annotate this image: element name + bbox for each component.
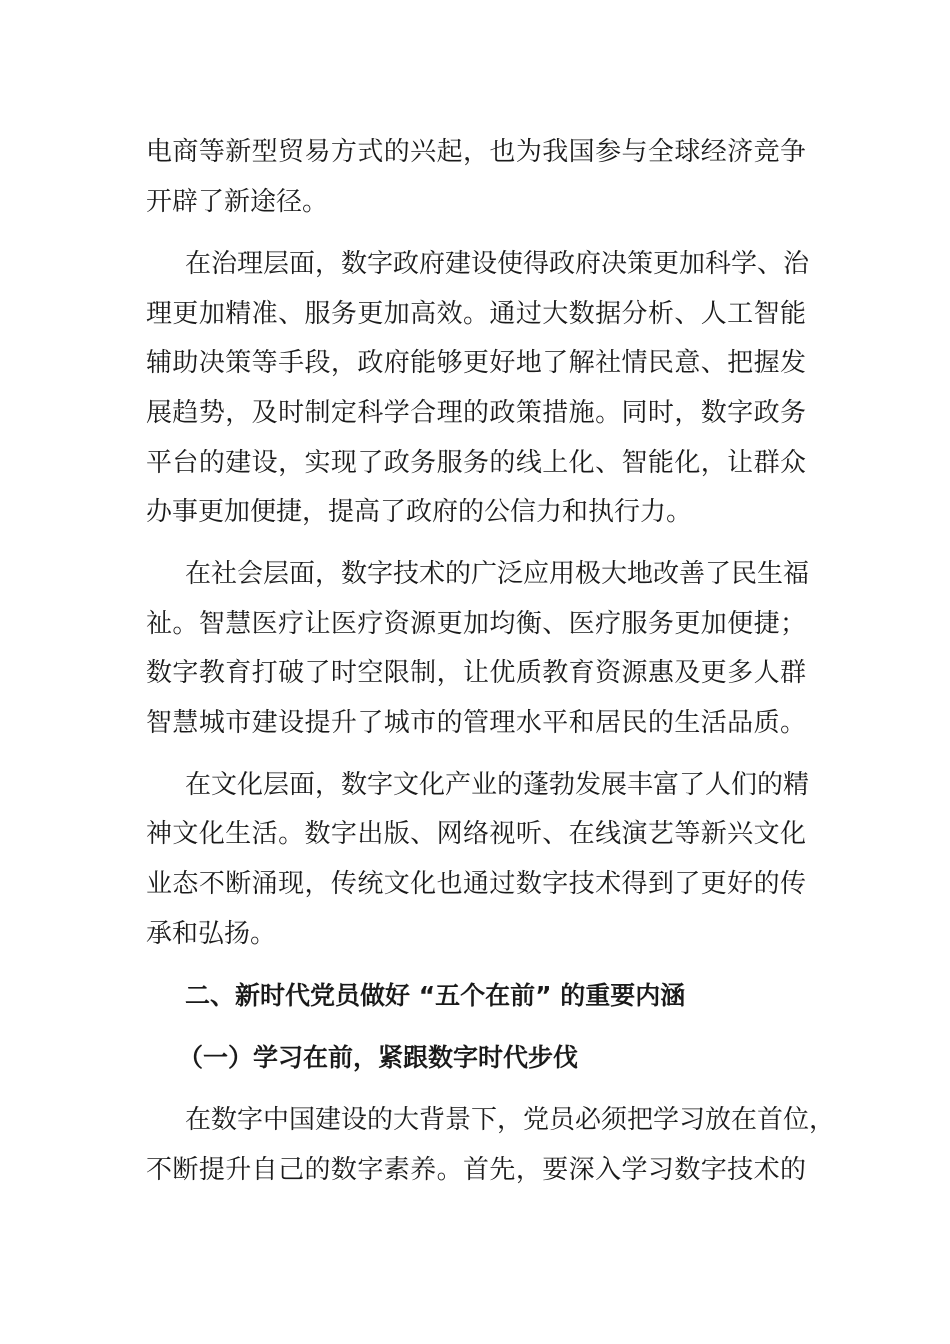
subsection-heading: （一）学习在前，紧跟数字时代步伐 bbox=[178, 1043, 579, 1072]
paragraph-3-line-1: 在社会层面，数字技术的广泛应用极大地改善了民生福 bbox=[185, 559, 810, 589]
paragraph-2-line-5: 平台的建设，实现了政务服务的线上化、智能化，让群众 bbox=[146, 448, 806, 478]
paragraph-2-line-4: 展趋势，及时制定科学合理的政策措施。同时，数字政务 bbox=[146, 398, 806, 428]
paragraph-1-line-1: 电商等新型贸易方式的兴起，也为我国参与全球经济竞争 bbox=[146, 137, 806, 167]
paragraph-2-line-3: 辅助决策等手段，政府能够更好地了解社情民意、把握发 bbox=[146, 348, 806, 378]
paragraph-5-line-2: 不断提升自己的数字素养。首先，要深入学习数字技术的 bbox=[146, 1155, 806, 1185]
paragraph-2-line-1: 在治理层面，数字政府建设使得政府决策更加科学、治 bbox=[185, 249, 810, 279]
paragraph-4-line-1: 在文化层面，数字文化产业的蓬勃发展丰富了人们的精 bbox=[185, 770, 810, 800]
paragraph-2-line-6: 办事更加便捷，提高了政府的公信力和执行力。 bbox=[146, 497, 693, 527]
section-heading: 二、新时代党员做好 “五个在前” 的重要内涵 bbox=[185, 981, 686, 1010]
paragraph-4-line-2: 神文化生活。数字出版、网络视听、在线演艺等新兴文化 bbox=[146, 819, 806, 849]
paragraph-3-line-2: 祉。智慧医疗让医疗资源更加均衡、医疗服务更加便捷； bbox=[146, 609, 806, 639]
paragraph-4-line-3: 业态不断涌现，传统文化也通过数字技术得到了更好的传 bbox=[146, 869, 806, 899]
paragraph-1-line-2: 开辟了新途径。 bbox=[146, 187, 329, 217]
paragraph-3-line-3: 数字教育打破了时空限制，让优质教育资源惠及更多人群 bbox=[146, 658, 806, 688]
paragraph-3-line-4: 智慧城市建设提升了城市的管理水平和居民的生活品质。 bbox=[146, 708, 806, 738]
paragraph-2-line-2: 理更加精准、服务更加高效。通过大数据分析、人工智能 bbox=[146, 299, 806, 329]
paragraph-5-line-1: 在数字中国建设的大背景下，党员必须把学习放在首位， bbox=[185, 1105, 836, 1135]
paragraph-4-line-4: 承和弘扬。 bbox=[146, 919, 277, 949]
